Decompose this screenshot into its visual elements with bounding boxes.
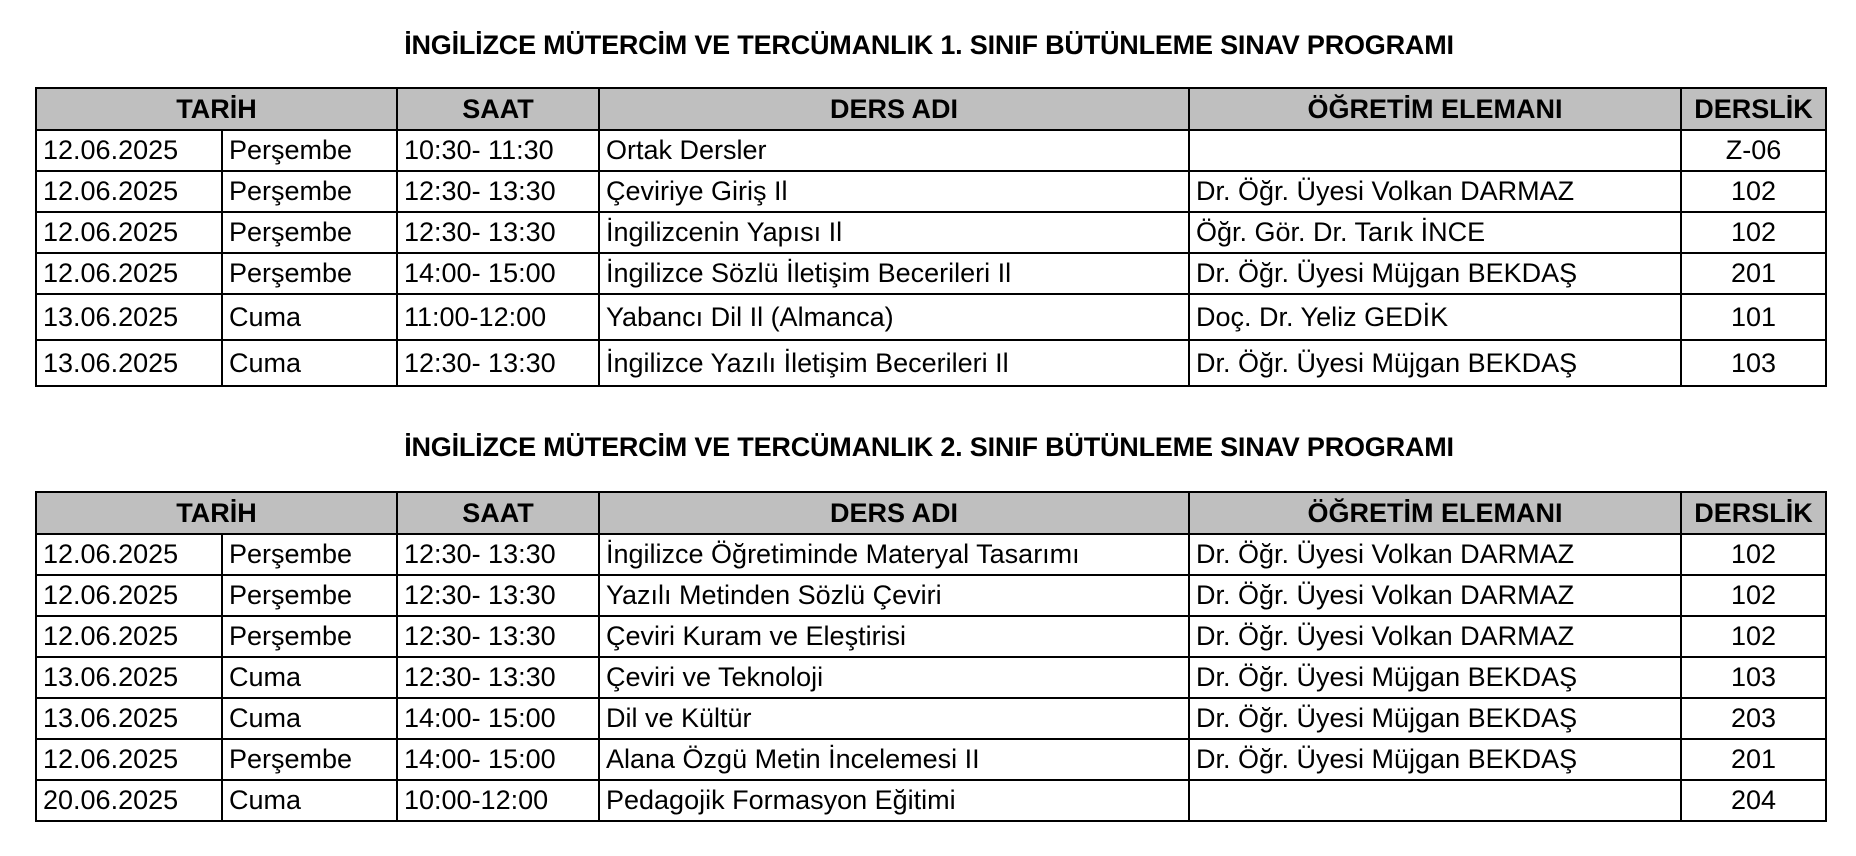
cell-day: Perşembe xyxy=(222,130,397,171)
cell-day: Perşembe xyxy=(222,253,397,294)
cell-date: 12.06.2025 xyxy=(36,171,222,212)
section-2-title: İNGİLİZCE MÜTERCİM VE TERCÜMANLIK 2. SINIF BÜTÜNLEME SINAV PROGRAMI xyxy=(404,432,1454,462)
cell-course: Çeviri ve Teknoloji xyxy=(599,657,1189,698)
cell-time: 12:30- 13:30 xyxy=(397,534,599,575)
cell-time: 10:30- 11:30 xyxy=(397,130,599,171)
cell-date: 13.06.2025 xyxy=(36,657,222,698)
cell-time: 14:00- 15:00 xyxy=(397,698,599,739)
cell-date: 13.06.2025 xyxy=(36,294,222,340)
exam-schedule-table-2 xyxy=(35,491,1827,822)
cell-course: Alana Özgü Metin İncelemesi II xyxy=(599,739,1189,780)
table-row xyxy=(36,575,1826,616)
cell-time: 12:30- 13:30 xyxy=(397,171,599,212)
cell-course: Çeviri Kuram ve Eleştirisi xyxy=(599,616,1189,657)
cell-time: 11:00-12:00 xyxy=(397,294,599,340)
cell-instructor xyxy=(1189,130,1681,171)
cell-instructor: Dr. Öğr. Üyesi Volkan DARMAZ xyxy=(1189,616,1681,657)
exam-schedule-table-1 xyxy=(35,87,1827,387)
table-row xyxy=(36,657,1826,698)
cell-date: 12.06.2025 xyxy=(36,253,222,294)
table-header-row xyxy=(36,88,1826,130)
section-1-title: İNGİLİZCE MÜTERCİM VE TERCÜMANLIK 1. SINIF BÜTÜNLEME SINAV PROGRAMI xyxy=(404,30,1454,60)
cell-day: Cuma xyxy=(222,657,397,698)
cell-time: 10:00-12:00 xyxy=(397,780,599,821)
cell-date: 12.06.2025 xyxy=(36,130,222,171)
cell-instructor: Dr. Öğr. Üyesi Müjgan BEKDAŞ xyxy=(1189,253,1681,294)
table-row xyxy=(36,212,1826,253)
cell-time: 12:30- 13:30 xyxy=(397,212,599,253)
cell-room: 102 xyxy=(1681,616,1826,657)
header-ogretim-elemani: ÖĞRETİM ELEMANI xyxy=(1189,88,1681,130)
table-row xyxy=(36,780,1826,821)
cell-instructor: Dr. Öğr. Üyesi Volkan DARMAZ xyxy=(1189,534,1681,575)
table-row xyxy=(36,171,1826,212)
header-ders-adi: DERS ADI xyxy=(599,88,1189,130)
cell-day: Perşembe xyxy=(222,534,397,575)
cell-room: 201 xyxy=(1681,253,1826,294)
cell-day: Perşembe xyxy=(222,616,397,657)
cell-date: 13.06.2025 xyxy=(36,340,222,386)
table-row xyxy=(36,739,1826,780)
table-row xyxy=(36,340,1826,386)
cell-instructor xyxy=(1189,780,1681,821)
cell-course: Yazılı Metinden Sözlü Çeviri xyxy=(599,575,1189,616)
cell-time: 12:30- 13:30 xyxy=(397,616,599,657)
header-ogretim-elemani: ÖĞRETİM ELEMANI xyxy=(1189,492,1681,534)
cell-time: 14:00- 15:00 xyxy=(397,739,599,780)
cell-room: 201 xyxy=(1681,739,1826,780)
header-ders-adi: DERS ADI xyxy=(599,492,1189,534)
cell-date: 12.06.2025 xyxy=(36,534,222,575)
cell-day: Cuma xyxy=(222,294,397,340)
cell-instructor: Doç. Dr. Yeliz GEDİK xyxy=(1189,294,1681,340)
header-tarih: TARİH xyxy=(36,88,397,130)
cell-instructor: Dr. Öğr. Üyesi Volkan DARMAZ xyxy=(1189,575,1681,616)
table-header-row xyxy=(36,492,1826,534)
cell-room: Z-06 xyxy=(1681,130,1826,171)
cell-time: 12:30- 13:30 xyxy=(397,575,599,616)
cell-course: İngilizce Yazılı İletişim Becerileri Il xyxy=(599,340,1189,386)
cell-date: 12.06.2025 xyxy=(36,739,222,780)
cell-time: 14:00- 15:00 xyxy=(397,253,599,294)
table-row xyxy=(36,698,1826,739)
cell-day: Perşembe xyxy=(222,739,397,780)
cell-instructor: Öğr. Gör. Dr. Tarık İNCE xyxy=(1189,212,1681,253)
cell-room: 103 xyxy=(1681,657,1826,698)
cell-course: Yabancı Dil Il (Almanca) xyxy=(599,294,1189,340)
cell-instructor: Dr. Öğr. Üyesi Müjgan BEKDAŞ xyxy=(1189,340,1681,386)
cell-day: Cuma xyxy=(222,698,397,739)
cell-room: 102 xyxy=(1681,212,1826,253)
cell-date: 12.06.2025 xyxy=(36,616,222,657)
table-row xyxy=(36,130,1826,171)
cell-day: Perşembe xyxy=(222,171,397,212)
cell-day: Cuma xyxy=(222,780,397,821)
cell-room: 103 xyxy=(1681,340,1826,386)
cell-time: 12:30- 13:30 xyxy=(397,340,599,386)
cell-date: 20.06.2025 xyxy=(36,780,222,821)
cell-instructor: Dr. Öğr. Üyesi Müjgan BEKDAŞ xyxy=(1189,657,1681,698)
cell-room: 102 xyxy=(1681,171,1826,212)
cell-course: Çeviriye Giriş Il xyxy=(599,171,1189,212)
table-row xyxy=(36,616,1826,657)
header-derslik: DERSLİK xyxy=(1681,492,1826,534)
cell-room: 204 xyxy=(1681,780,1826,821)
cell-course: İngilizcenin Yapısı Il xyxy=(599,212,1189,253)
cell-instructor: Dr. Öğr. Üyesi Müjgan BEKDAŞ xyxy=(1189,739,1681,780)
cell-course: Pedagojik Formasyon Eğitimi xyxy=(599,780,1189,821)
cell-course: Dil ve Kültür xyxy=(599,698,1189,739)
cell-date: 12.06.2025 xyxy=(36,575,222,616)
header-saat: SAAT xyxy=(397,492,599,534)
table-row xyxy=(36,253,1826,294)
table-row xyxy=(36,534,1826,575)
cell-course: İngilizce Sözlü İletişim Becerileri Il xyxy=(599,253,1189,294)
cell-instructor: Dr. Öğr. Üyesi Volkan DARMAZ xyxy=(1189,171,1681,212)
cell-room: 101 xyxy=(1681,294,1826,340)
cell-day: Perşembe xyxy=(222,212,397,253)
cell-day: Cuma xyxy=(222,340,397,386)
cell-instructor: Dr. Öğr. Üyesi Müjgan BEKDAŞ xyxy=(1189,698,1681,739)
header-derslik: DERSLİK xyxy=(1681,88,1826,130)
cell-day: Perşembe xyxy=(222,575,397,616)
header-tarih: TARİH xyxy=(36,492,397,534)
cell-room: 102 xyxy=(1681,575,1826,616)
cell-date: 13.06.2025 xyxy=(36,698,222,739)
table-row xyxy=(36,294,1826,340)
cell-date: 12.06.2025 xyxy=(36,212,222,253)
cell-course: Ortak Dersler xyxy=(599,130,1189,171)
cell-course: İngilizce Öğretiminde Materyal Tasarımı xyxy=(599,534,1189,575)
cell-time: 12:30- 13:30 xyxy=(397,657,599,698)
cell-room: 203 xyxy=(1681,698,1826,739)
header-saat: SAAT xyxy=(397,88,599,130)
cell-room: 102 xyxy=(1681,534,1826,575)
